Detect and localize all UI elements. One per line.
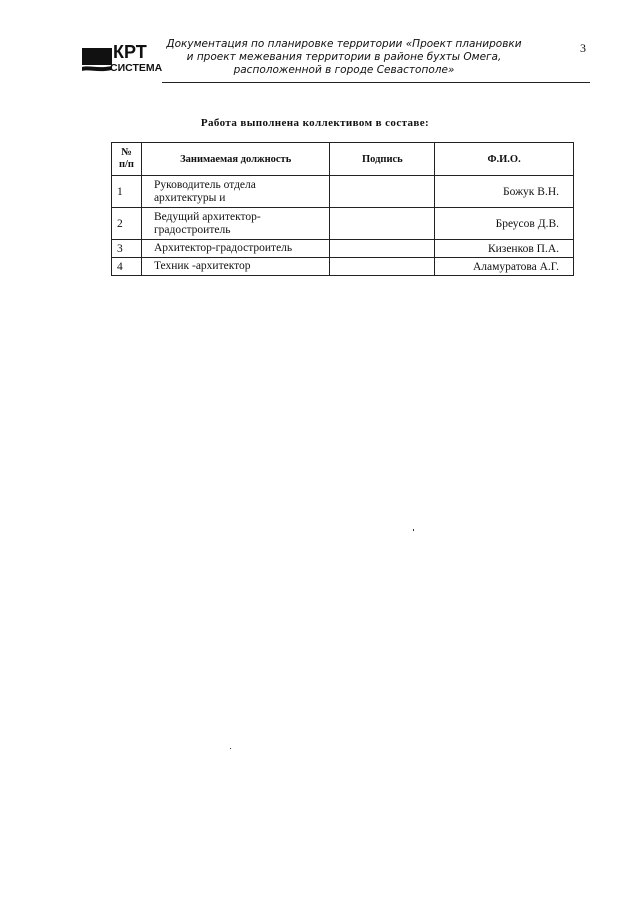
scan-speck <box>413 529 414 531</box>
row-fio: Бреусов Д.В. <box>435 208 574 240</box>
team-heading: Работа выполнена коллективом в составе: <box>200 117 430 129</box>
krt-sistema-logo <box>82 42 163 78</box>
row-position-line: Техник -архитектор <box>153 260 251 272</box>
row-position-line: градостроитель <box>153 223 231 236</box>
row-number: 1 <box>112 176 142 208</box>
table-row <box>112 176 574 208</box>
row-position <box>141 208 330 240</box>
row-fio: Кизенков П.А. <box>435 240 574 258</box>
column-header-position: Занимаемая должность <box>141 143 330 176</box>
row-position <box>141 176 330 208</box>
column-header-number <box>112 143 142 176</box>
row-position-line: Ведущий архитектор- <box>153 210 261 223</box>
column-header-number-line-1: № <box>121 147 132 158</box>
row-signature <box>330 240 435 258</box>
row-signature <box>330 258 435 276</box>
logo-text-bottom: СИСТЕМА <box>110 62 163 74</box>
scan-speck <box>230 748 231 749</box>
row-fio: Аламуратова А.Г. <box>435 258 574 276</box>
row-position-line: архитектуры и <box>153 191 226 204</box>
column-header-fio: Ф.И.О. <box>435 143 574 176</box>
staff-table <box>111 142 574 276</box>
column-header-signature: Подпись <box>330 143 435 176</box>
document-title-line-2: и проект межевания территории в районе бухты Омега, <box>186 51 502 63</box>
row-position <box>141 240 330 258</box>
table-row <box>112 258 574 276</box>
row-position-line: Руководитель отдела <box>153 178 256 191</box>
table-row <box>112 208 574 240</box>
row-number: 4 <box>112 258 142 276</box>
page-number: 3 <box>580 41 586 55</box>
document-header <box>82 38 592 84</box>
column-header-number-line-2: п/п <box>118 159 134 170</box>
document-title <box>164 38 524 77</box>
logo-mark-icon <box>82 48 112 74</box>
logo-text-top: КРТ <box>113 42 147 62</box>
document-title-line-3: расположенной в городе Севастополе» <box>233 64 455 76</box>
row-fio: Божук В.Н. <box>435 176 574 208</box>
row-position <box>141 258 330 276</box>
table-row <box>112 240 574 258</box>
row-number: 3 <box>112 240 142 258</box>
row-position-line: Архитектор-градостроитель <box>153 242 293 254</box>
table-header-row <box>112 143 574 176</box>
row-signature <box>330 176 435 208</box>
document-title-line-1: Документация по планировке территории «Проект планировки <box>166 38 522 50</box>
row-signature <box>330 208 435 240</box>
row-number: 2 <box>112 208 142 240</box>
header-divider <box>162 82 590 83</box>
